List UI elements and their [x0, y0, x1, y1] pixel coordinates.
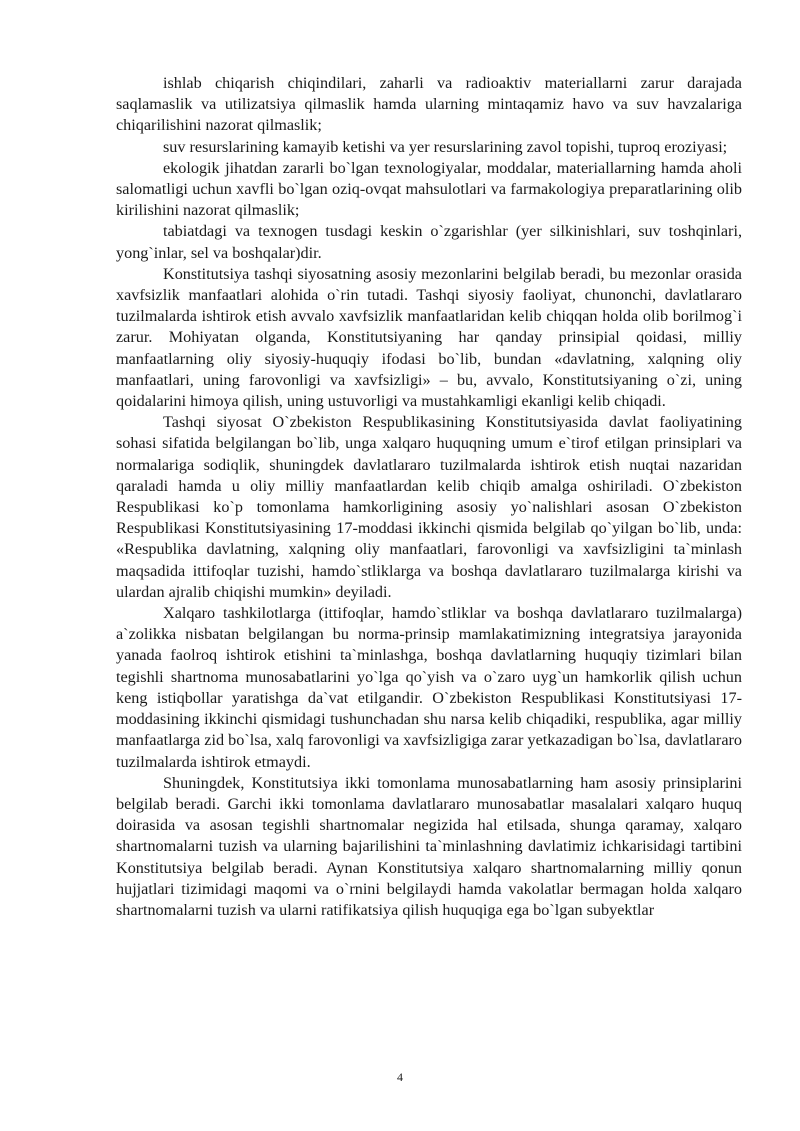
paragraph-2: suv resurslarining kamayib ketishi va yer resurslarining zavol topishi, tuproq eroziyasi;	[163, 137, 728, 156]
paragraph-5: Konstitutsiya tashqi siyosatning asosiy mezonlarini belgilab beradi, bu mezonlar orasida xavfsizlik manfaatlari alohida o`rin tutadi. Tashqi siyosiy faoliyat, chunonchi, davlatlararo tuzilmalarda ishtirok etish avvalo xavfsizlik manfaatlaridan kelib chiqqan holda olib borilmog`i zarur. Mohiyatan olganda, Konstitutsiyaning har qanday prinsipial qoidasi, milliy manfaatlarning oliy siyosiy-huquqiy ifodasi bo`lib, bundan «davlatning, xalqning oliy manfaatlari, uning farovonligi va xavfsizligi» – bu, avvalo, Konstitutsiyaning o`zi, uning qoidalarini himoya qilish, uning ustuvorligi va mustahkamligi ekanligi kelib chiqadi.	[116, 264, 742, 411]
paragraph-3: ekologik jihatdan zararli bo`lgan texnologiyalar, moddalar, materiallarning hamda aholi salomatligi uchun xavfli bo`lgan oziq-ovqat mahsulotlari va farmakologiya preparatlarining olib kirilishini nazorat qilmaslik;	[116, 158, 742, 220]
page-number: 4	[397, 1070, 403, 1084]
paragraph-1: ishlab chiqarish chiqindilari, zaharli va radioaktiv materiallarni zarur darajada saqlamaslik va utilizatsiya qilmaslik hamda ularning mintaqamiz havo va suv havzalariga chiqarilishini nazorat qilmaslik;	[116, 74, 742, 135]
paragraph-8: Shuningdek, Konstitutsiya ikki tomonlama munosabatlarning ham asosiy prinsiplarini belgilab beradi. Garchi ikki tomonlama davlatlararo munosabatlar masalalari xalqaro huquq doirasida va asosan tegishli shartnomalar negizida hal etilsada, shunga qaramay, xalqaro shartnomalarni tuzish va ularning bajarilishini ta`minlashning davlatimiz ichkarisidagi tartibini Konstitutsiya belgilab beradi. Aynan Konstitutsiya xalqaro shartnomalarning milliy qonun hujjatlari tizimidagi maqomi va o`rnini belgilaydi hamda vakolatlar bermagan holda xalqaro shartnomalarni tuzish va ularni ratifikatsiya qilish huquqiga ega bo`lgan subyektlar	[116, 773, 742, 919]
paragraph-6: Tashqi siyosat O`zbekiston Respublikasining Konstitutsiyasida davlat faoliyatining sohasi sifatida belgilangan bo`lib, unga xalqaro huquqning umum e`tirof etilgan prinsiplari va normalariga sodiqlik, shuningdek davlatlararo tuzilmalarda ishtirok etish nuqtai nazaridan qaraladi hamda u oliy milliy manfaatlardan kelib chiqib amalga oshiriladi. O`zbekiston Respublikasi ko`p tomonlama hamkorligining asosiy yo`nalishlari asosan O`zbekiston Respublikasi Konstitutsiyasining 17-moddasi ikkinchi qismida belgilab qo`yilgan bo`lib, unda: «Respublika davlatning, xalqning oliy manfaatlari, farovonligi va xavfsizligini ta`minlash maqsadida ittifoqlar tuzishi, hamdo`stliklarga va boshqa davlatlararo tuzilmalarga kirishi va ulardan ajralib chiqishi mumkin» deyiladi.	[116, 413, 742, 601]
paragraph-4: tabiatdagi va texnogen tusdagi keskin o`zgarishlar (yer silkinishlari, suv toshqinlari, yong`inlar, sel va boshqalar)dir.	[116, 222, 742, 262]
document-body	[116, 73, 742, 921]
paragraph-7: Xalqaro tashkilotlarga (ittifoqlar, hamdo`stliklar va boshqa davlatlararo tuzilmalarga) a`zolikka nisbatan belgilangan bu norma-prinsip mamlakatimizning integratsiya jarayonida yanada faolroq ishtirok etishini ta`minlashga, boshqa davlatlarning huquqiy tizimlari bilan tegishli shartnoma munosabatlarini yo`lga qo`yish va o`zaro uyg`un hamkorlik qilish uchun keng istiqbollar yaratishga da`vat etilgandir. O`zbekiston Respublikasi Konstitutsiyasi 17-moddasining ikkinchi qismidagi tushunchadan shu narsa kelib chiqadiki, respublika, agar milliy manfaatlarga zid bo`lsa, xalq farovonligi va xavfsizligiga zarar yetkazadigan bo`lsa, davlatlararo tuzilmalarda ishtirok etmaydi.	[116, 604, 742, 771]
